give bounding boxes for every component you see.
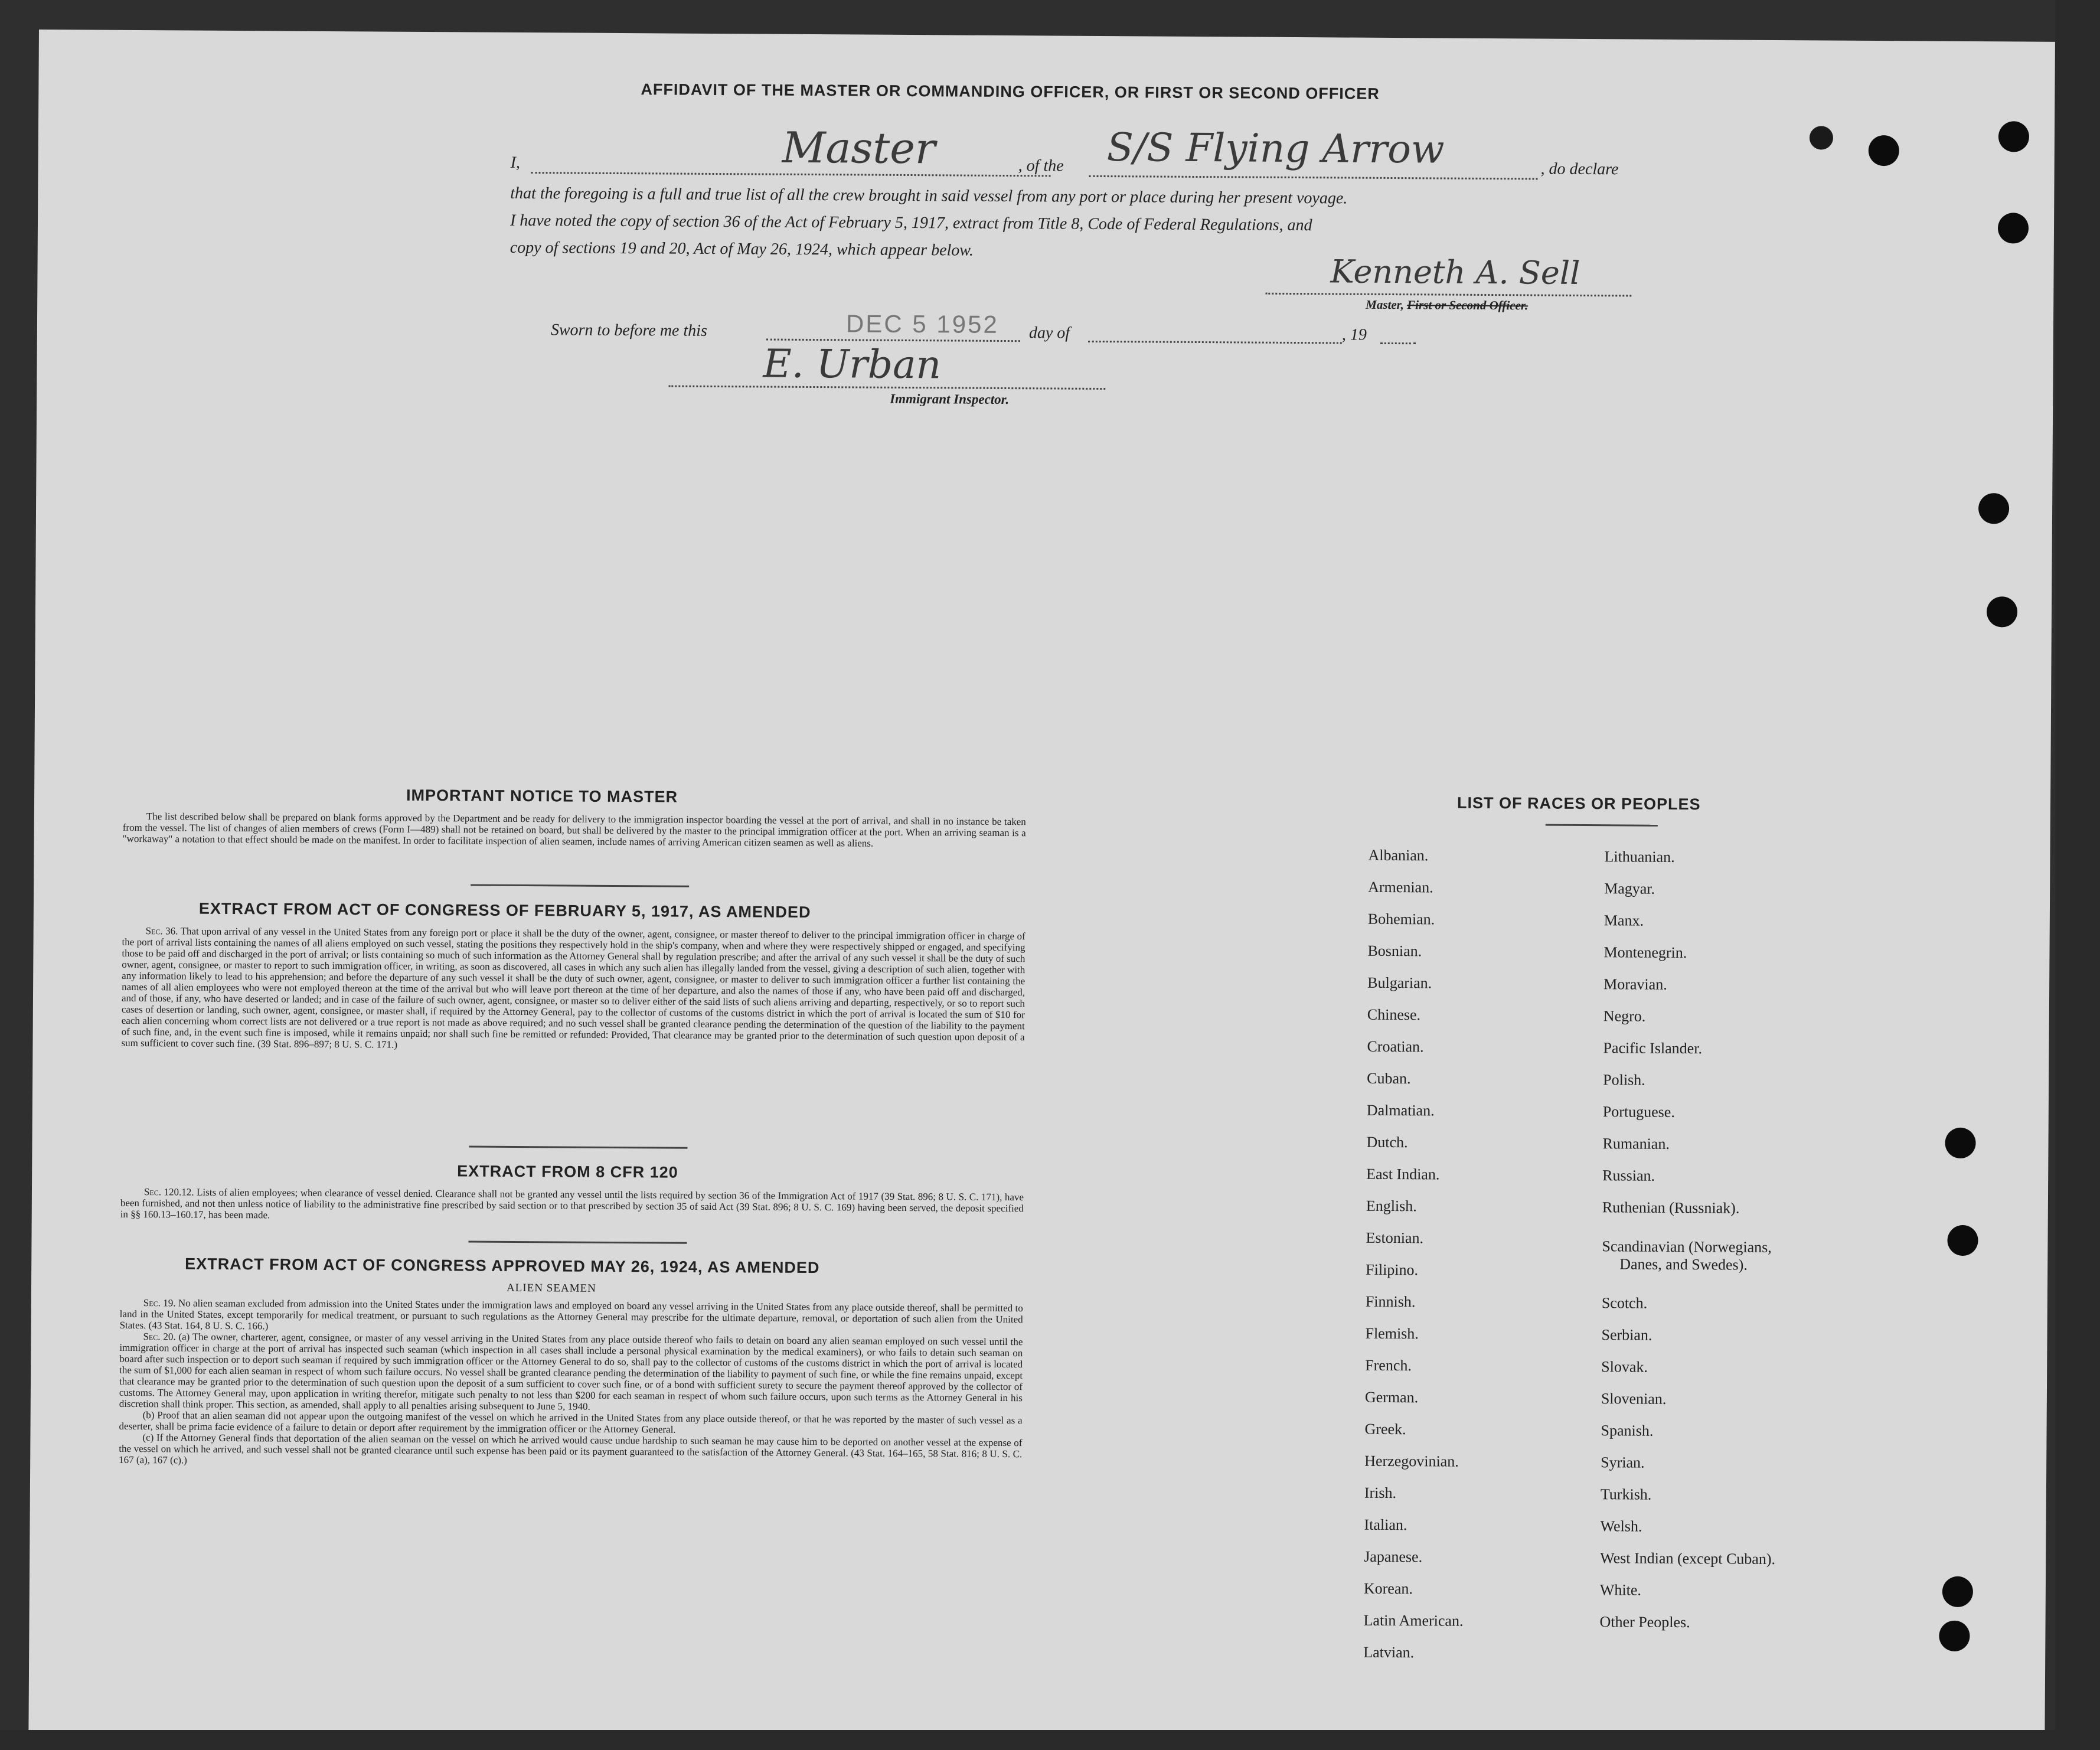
sec-19-text [120,1297,1023,1336]
race-item: Croatian. [1367,1037,1424,1056]
extract-1917-text [121,925,1025,1054]
notice-text: The list described below shall be prepared on blank forms approved by the Department and be ready for delivery to the immigration inspector boarding the vessel at the port of arrival, and shall in no instance be taken from the vessel. The list of changes of alien members of crews (Form I—489) shall not be retained on board, but shall be delivered by the master to the principal immigration officer at the port. When an arriving seaman is a "workaway" a notation to that effect should be made on the manifest. In order to facilitate inspection of alien seamen, include names of arriving American citizen seamen as well as aliens. [122,811,1026,849]
race-item: West Indian (except Cuban). [1600,1549,1776,1568]
inspector-signature-line [668,382,1105,390]
notice-heading: IMPORTANT NOTICE TO MASTER [406,786,678,806]
date-stamp: DEC 5 1952 [845,309,999,338]
day-of-label: day of [1028,324,1070,342]
race-item: Magyar. [1604,880,1655,897]
extract-cfr-text [120,1186,1024,1225]
race-item: Moravian. [1603,975,1667,993]
of-the-label: , of the [1018,156,1064,175]
race-item: Other Peoples. [1599,1613,1690,1631]
sec-120-body: Lists of alien employees; when clearance of vessel denied. Clearance shall not be granted any vessel until the lists required by section 36 of the Immigration Act of 1917 (39 Stat. 896; 8 U. S. C. 171), have been furnished, and not then unless notice of liability to the administrative fine prescribed by said section or to that prescribed by section 35 of said Act (39 Stat. 896; 8 U. S. C. 169) having been served, the deposit specified in §§ 160.13–160.17, has been made. [120,1186,1024,1221]
sec-19-body: No alien seaman excluded from admission into the United States under the immigration laws and employed on board any vessel arriving in the United States from any place outside thereof, shall be permitted to land in the United States, except temporarily for medical treatment, or pursuant to such regulations as the Attorney General may prescribe for the ultimate departure, removal, or deportation of such alien from the United States. (43 Stat. 164, 8 U. S. C. 166.) [119,1297,1023,1332]
master-signature: Kenneth A. Sell [1330,253,1580,292]
extract-cfr-body [120,1186,1024,1225]
alien-seamen-subheading: ALIEN SEAMEN [506,1281,596,1295]
extract-1924-heading: EXTRACT FROM ACT OF CONGRESS APPROVED MAY 26, 1924, AS AMENDED [185,1255,820,1277]
race-item: White. [1599,1581,1642,1599]
race-item: Italian. [1364,1516,1407,1534]
punch-hole [1869,135,1899,166]
race-item: Latvian. [1363,1643,1415,1661]
year-line [1380,334,1416,344]
race-item: East Indian. [1366,1165,1440,1183]
declare-label: , do declare [1540,159,1619,179]
extract-1917-heading: EXTRACT FROM ACT OF CONGRESS OF FEBRUARY 5, 1917, AS AMENDED [198,899,811,922]
race-item: Japanese. [1364,1547,1423,1566]
races-heading: LIST OF RACES OR PEOPLES [1456,794,1701,814]
race-item: Cuban. [1367,1069,1411,1088]
sworn-label: Sworn to before me this [550,321,707,340]
race-item: Negro. [1603,1007,1646,1025]
race-item: Korean. [1363,1579,1413,1598]
punch-hole [1987,596,2017,627]
race-item: Greek. [1364,1420,1406,1438]
punch-hole [1998,121,2029,152]
month-line [1088,332,1342,344]
extract-1917-body [121,925,1025,1054]
inspector-caption: Immigrant Inspector. [890,391,1010,407]
affidavit-line-2: that the foregoing is a full and true list of all the crew brought in said vessel from any port or place during her present voyage. [510,184,1348,208]
vessel-value: S/S Flying Arrow [1106,125,1445,172]
scan-border-bottom [0,1730,2100,1750]
race-item: Ruthenian (Russniak). [1602,1199,1740,1217]
race-item: Scandinavian (Norwegians, [1602,1238,1772,1256]
affidavit-heading: AFFIDAVIT OF THE MASTER OR COMMANDING OFFICER, OR FIRST OR SECOND OFFICER [641,80,1380,103]
notice-body [123,811,1026,850]
race-item: Montenegrin. [1603,943,1687,962]
race-item: Danes, and Swedes). [1619,1255,1748,1274]
race-item: Spanish. [1601,1422,1654,1439]
sec-36-body: That upon arrival of any vessel in the United States from any foreign port or place it shall be the duty of the owner, agent, consignee, or master thereof to deliver to the principal immigration officer in charge of the port of arrival lists containing the names of all aliens employed on such vessel, stating the positions they respectively hold in the ship's company, when and where they were respectively shipped or engaged, and specifying those to be paid off and discharged in the port of arrival; or lists containing so much of such information as the Attorney General shall by regulation prescribe; and after the arrival of any such vessel it shall be the duty of such owner, agent, consignee, or master to report to such immigration officer, in writing, as soon as discovered, all cases in which any such alien has illegally landed from the vessel, giving a description of such alien, together with any information likely to lead to his apprehension; and before the departure of any such vessel it shall be the duty of such owner, agent, consignee, or master to deliver to such immigration officer a further list containing the names of all alien employees who were not employed thereon at the time of the arrival but who will leave port thereon at the time of her departure, and also the names of those if any, who have been paid off and discharged, and of those, if any, who have deserted or landed; and in case of the failure of such owner, agent, consignee, or master so to deliver either of the said lists of such aliens arriving and departing, respectively, or so to report such cases of desertion or landing, such owner, agent, consignee, or master shall, if required by the Attorney General, pay to the collector of customs of the customs district in which the port of arrival is located the sum of $10 for each alien concerning whom correct lists are not delivered or a true report is not made as above required; and no such vessel shall be granted clearance pending the determination of the question of the liability to the payment of such fine, and, in the event such fine is imposed, while it remains unpaid; nor shall such fine be remitted or refunded: Provided, That clearance may be granted prior to the determination of such question upon deposit of a sum sufficient to cover such fine. (39 Stat. 896–897; 8 U. S. C. 171.) [121,925,1025,1050]
punch-hole [1947,1225,1978,1256]
race-item: Russian. [1602,1167,1655,1184]
sec-19-label: Sec. 19. [143,1297,176,1309]
race-item: Armenian. [1368,878,1433,896]
race-item: Bosnian. [1367,942,1422,960]
punch-hole [1945,1128,1975,1158]
i-label: I, [510,153,521,172]
punch-hole [1810,126,1833,149]
race-item: Irish. [1364,1484,1397,1502]
race-item: Scotch. [1601,1294,1648,1312]
master-caption [1366,298,1528,314]
master-name-value: Master [782,122,936,174]
race-item: Dutch. [1366,1133,1408,1151]
year-label: , 19 [1341,325,1367,344]
extract-1924-body [119,1297,1023,1471]
affidavit-line-3: I have noted the copy of section 36 of the Act of February 5, 1917, extract from Title 8, Code of Federal Regulations, and [510,211,1312,235]
race-item: Filipino. [1366,1261,1419,1279]
race-item: Turkish. [1600,1485,1652,1503]
sec-20-label: Sec. 20. [143,1331,176,1343]
race-item: German. [1364,1388,1419,1406]
sec-20b-text: (b) Proof that an alien seaman did not appear upon the outgoing manifest of the vessel on which he arrived in the United States from any place outside thereof, or that he was reported by the master of such vessel as a deserter, shall be prima facie evidence of a failure to detain or deport after requirement by the immigration officer or the Attorney General. [119,1409,1023,1435]
race-item: Estonian. [1366,1229,1424,1247]
sec-120-label: Sec. 120.12. [143,1186,194,1198]
race-item: Finnish. [1365,1292,1416,1311]
punch-hole [1942,1576,1973,1607]
races-divider [1546,824,1658,827]
race-item: Serbian. [1601,1326,1652,1344]
race-item: Rumanian. [1602,1135,1670,1152]
race-item: Albanian. [1368,846,1429,864]
race-item: Bohemian. [1367,910,1435,928]
punch-hole [1998,213,2029,243]
race-item: Herzegovinian. [1364,1452,1459,1470]
race-item: Slovak. [1601,1358,1648,1376]
race-item: French. [1365,1356,1412,1374]
race-item: Pacific Islander. [1603,1039,1703,1057]
sec-20a-body: (a) The owner, charterer, agent, consignee, or master of any vessel arriving in the United States from any place outside thereof who fails to detain on board any alien seaman employed on such vessel until the immigration officer in charge at the port of arrival has inspected such seaman (which inspection in all cases shall include a personal physical examination by the medical examiners), or who fails to detain such seaman on board after such inspection or to deport such seaman if required by such immigration officer or the Attorney General to do so, shall pay to the collector of customs of the customs district in which the port of arrival is located the sum of $1,000 for each alien seaman in respect of whom such failure occurs. No vessel shall be granted clearance pending the determination of the liability to payment of such fine, or while the fine remains unpaid, except that clearance may be granted prior to the determination of such question upon the deposit of a sum sufficient to cover such fine, or of a bond with sufficient surety to secure the payment thereof approved by the collector of customs. The Attorney General may, upon application in writing therefor, mitigate such penalty to not less than $200 for each seaman in respect of whom such failure occurs, upon such terms as the Attorney General in his discretion shall think proper. This section, as amended, shall apply to all penalties arising subsequent to June 5, 1940. [119,1331,1023,1412]
inspector-signature: E. Urban [763,341,942,388]
punch-hole [1939,1621,1970,1651]
sec-36-label: Sec. 36. [145,925,178,937]
divider-3 [468,1240,687,1243]
race-item: Welsh. [1600,1517,1642,1535]
sec-20a-text [119,1331,1023,1415]
document-sheet [28,30,2055,1742]
divider-2 [469,1145,687,1148]
divider-1 [471,884,689,887]
race-item: Portuguese. [1602,1103,1675,1121]
punch-hole [1978,493,2009,524]
extract-cfr-heading: EXTRACT FROM 8 CFR 120 [457,1162,678,1181]
race-item: English. [1366,1197,1417,1215]
master-caption-b: First or Second Officer. [1407,298,1529,313]
affidavit-line-4: copy of sections 19 and 20, Act of May 26, 1924, which appear below. [510,238,974,260]
scan-border-right [2055,0,2100,1750]
race-item: Slovenian. [1601,1390,1667,1408]
race-item: Latin American. [1363,1611,1464,1630]
race-item: Manx. [1603,912,1644,929]
race-item: Polish. [1603,1071,1645,1089]
race-item: Chinese. [1367,1005,1421,1024]
race-item: Dalmatian. [1366,1101,1435,1119]
race-item: Lithuanian. [1604,848,1675,866]
race-item: Bulgarian. [1367,974,1432,992]
race-item: Flemish. [1365,1324,1419,1343]
sec-20c-text: (c) If the Attorney General finds that deportation of the alien seaman on the vessel on which he arrived would cause undue hardship to such seaman he may cause him to be deported on another vessel at the expense of the vessel on which he arrived, and such vessel shall not be granted clearance until such expense has been paid or its payment guaranteed to the satisfaction of the Attorney General. (43 Stat. 164–165, 58 Stat. 816; 8 U. S. C. 167 (a), 167 (c).) [119,1432,1023,1466]
race-item: Syrian. [1601,1454,1645,1471]
master-caption-a: Master, [1366,297,1405,312]
